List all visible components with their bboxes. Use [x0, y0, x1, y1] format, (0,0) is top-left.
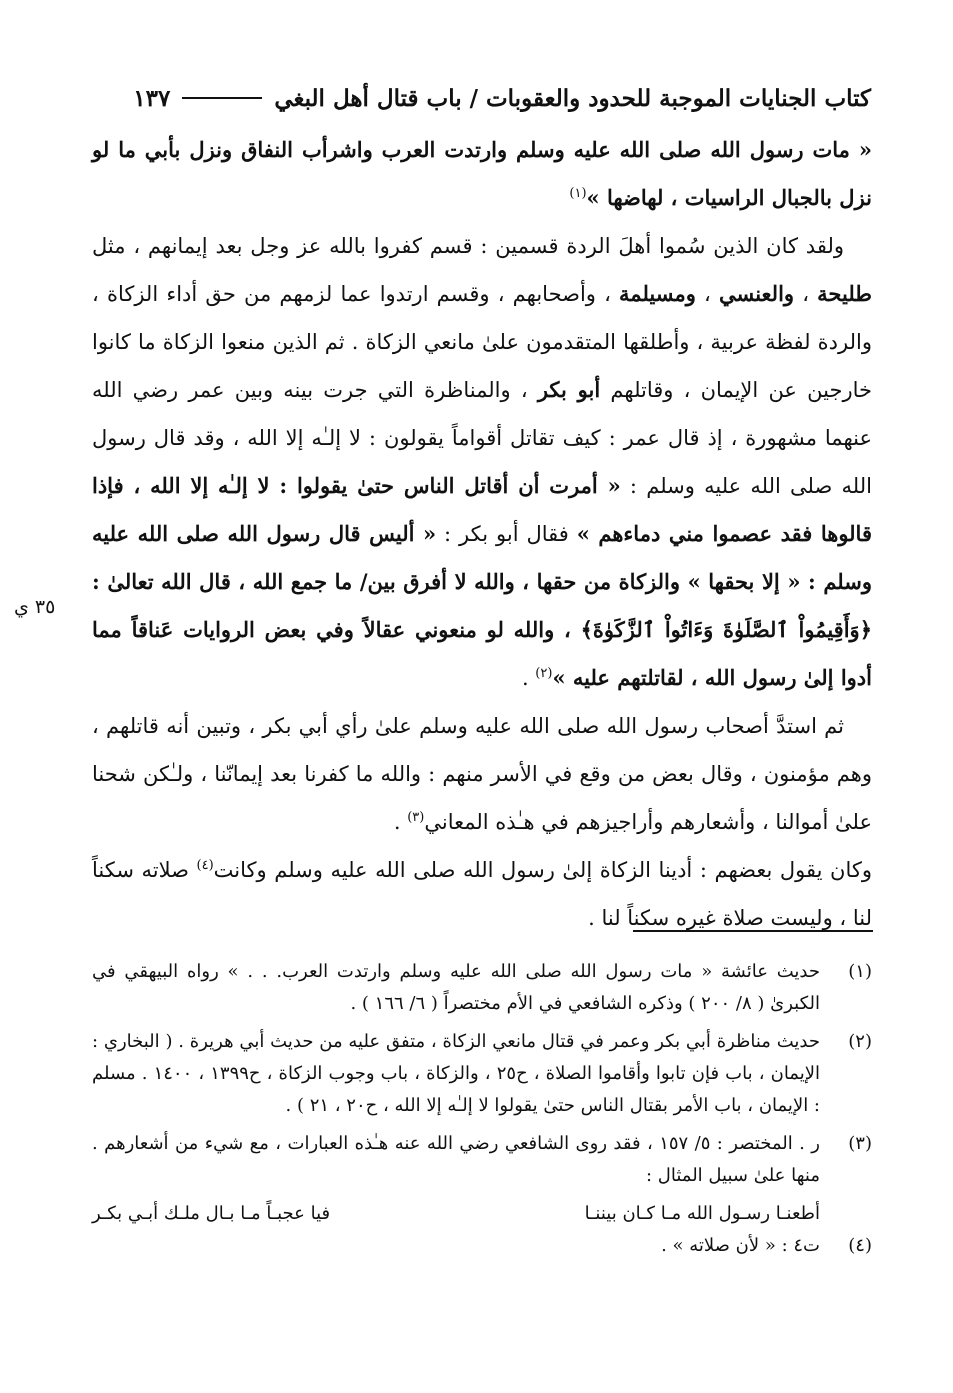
footnote-number: (٣)	[848, 1133, 872, 1154]
footnote-number: (٤)	[848, 1235, 872, 1256]
page-number: ١٣٧	[133, 84, 171, 112]
footnote-4	[92, 1230, 872, 1262]
footnote-3	[92, 1128, 872, 1192]
footnote-text: حديث مناظرة أبي بكر وعمر في قتال مانعي الزكاة ، متفق عليه من حديث أبي هريرة . ( البخاري : الإيمان ، باب فإن تابوا وأقاموا الصلاة ، ح٢٥ ، والزكاة ، باب وجوب الزكاة ، ح١٣٩٩ ، ١٤٠٠ . مسلم : الإيمان ، باب الأمر بقتال الناس حتىٰ يقولوا لا إلـٰه إلا الله ، ح٢٠ ، ٢١ ) .	[92, 1031, 820, 1116]
paragraph-3: ثم استدَّ أصحاب رسول الله صلى الله عليه وسلم علىٰ رأي أبي بكر ، وتبين أنه قاتلهم ، وهم مؤمنون ، وقال بعض من وقع في الأسر منهم : والله ما كفرنا بعد إيمانّنا ، ولـٰكن شحنا علىٰ أموالنا ، وأشعارهم وأراجيزهم في هـٰذه المعاني$^{(٣)}$ .	[92, 714, 872, 834]
poem-hemistich-1: أطعنـا رسـول الله مـا كـان بيننـا	[584, 1203, 820, 1224]
margin-note: ٣٥ ي	[14, 596, 56, 618]
footnote-ref-3: (٣)	[407, 810, 425, 825]
footnote-1	[92, 956, 872, 1020]
footnotes	[92, 956, 872, 1268]
footnote-separator	[633, 930, 873, 932]
footnote-2	[92, 1026, 872, 1122]
paragraph-2: ولقد كان الذين سُموا أهلَ الردة قسمين : قسم كفروا بالله عز وجل بعد إيمانهم ، مثل طليحة ، والعنسي ، ومسيلمة ، وأصحابهم ، وقسم ارتدوا عما لزمهم من حق أداء الزكاة ، والردة لفظة عربية ، وأطلقها المتقدمون علىٰ مانعي الزكاة . ثم الذين منعوا الزكاة ما كانوا خارجين عن الإيمان ، وقاتلهم أبو بكر ، والمناظرة التي جرت بينه وبين عمر رضي الله عنهما مشهورة ، إذ قال عمر : كيف تقاتل أقواماً يقولون : لا إلـٰه إلا الله ، وقد قال رسول الله صلى الله عليه وسلم : « أمرت أن أقاتل الناس حتىٰ يقولوا : لا إلـٰه إلا الله ، فإذا قالوها فقد عصموا مني دماءهم » فقال أبو بكر : « أليس قال رسول الله صلى الله عليه وسلم : « إلا بحقها » والزكاة من حقها ، والله لا أفرق بين/ ما جمع الله ، قال الله تعالىٰ : ﴿وَأَقِيمُواْ ٱلصَّلَوٰةَ وَءَاتُواْ ٱلزَّكَوٰةَ﴾ ، والله لو منعوني عقالاً وفي بعض الروايات عَناقاً مما أدوا إلىٰ رسول الله ، لقاتلتهم عليه »$^{(٢)}$ .	[92, 234, 873, 690]
running-header	[118, 78, 871, 118]
footnote-text: ت٤ : « لأن صلاته » .	[661, 1235, 820, 1256]
header-rule	[182, 97, 262, 99]
main-text	[92, 126, 872, 942]
footnote-ref-1: (١)	[569, 186, 587, 201]
footnote-text: حديث عائشة « مات رسول الله صلى الله عليه وسلم وارتدت العرب. . . » رواه البيهقي في الكبرىٰ ( ٨/ ٢٠٠ ) وذكره الشافعي في الأم مختصراً ( ٦/ ١٦٦ ) .	[92, 961, 820, 1014]
footnote-text: ر . المختصر : ٥/ ١٥٧ ، فقد روى الشافعي رضي الله عنه هـٰذه العبارات ، مع شيء من أشعارهم . منها علىٰ سبيل المثال :	[92, 1133, 820, 1186]
paragraph-1: « مات رسول الله صلى الله عليه وسلم وارتدت العرب واشرأب النفاق ونزل بأبي ما لو نزل بالجبال الراسيات ، لهاضها »$^{(١)}$	[92, 137, 872, 210]
poem-verse	[92, 1198, 872, 1230]
poem-hemistich-2: فيا عجبـاً مـا بـال ملـك أبـي بكـر	[92, 1203, 331, 1224]
paragraph-4: وكان يقول بعضهم : أدينا الزكاة إلىٰ رسول الله صلى الله عليه وسلم وكانت$^{(٤)}$ صلاته سكناً لنا ، وليست صلاة غيره سكناً لنا .	[92, 858, 872, 930]
header-title: كتاب الجنايات الموجبة للحدود والعقوبات / باب قتال أهل البغي	[274, 84, 871, 112]
footnote-ref-4: (٤)	[196, 858, 214, 873]
footnote-number: (١)	[848, 961, 872, 982]
footnote-ref-2: (٢)	[535, 666, 553, 681]
footnote-number: (٢)	[848, 1031, 872, 1052]
